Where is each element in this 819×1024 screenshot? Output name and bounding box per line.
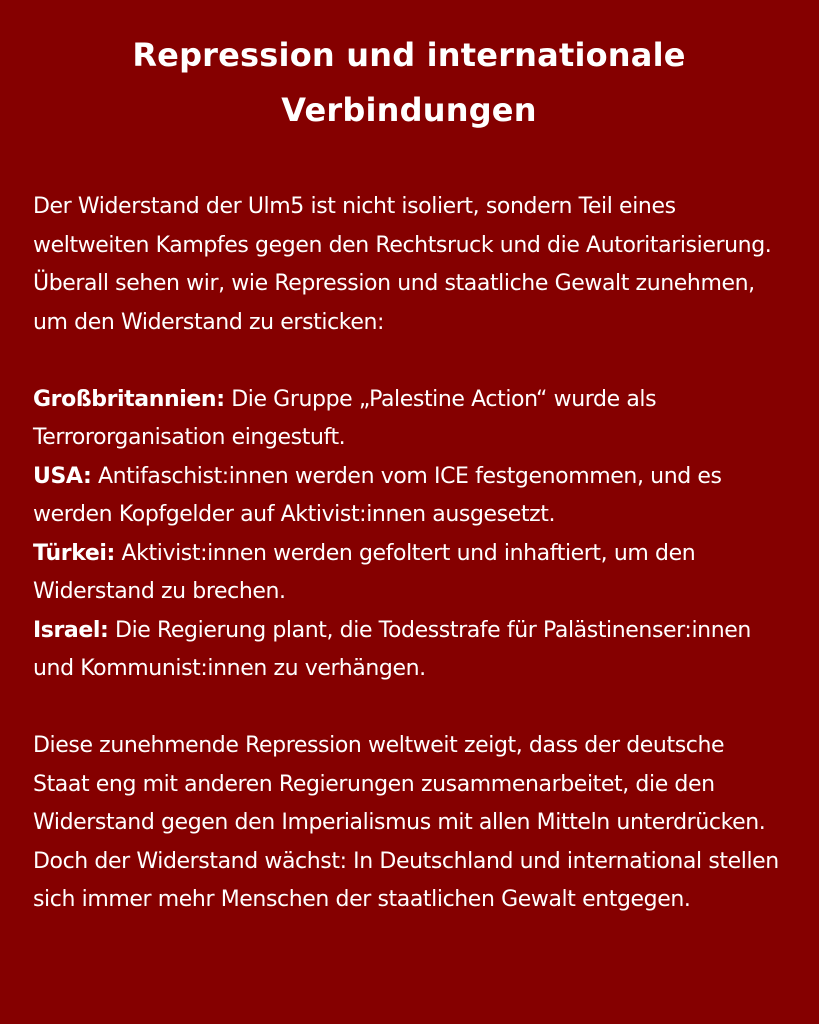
country-text: Die Regierung plant, die Todesstrafe für Palästinenser:innen und Kommunist:innen zu verhängen. <box>33 617 751 681</box>
country-text: Antifaschist:innen werden vom ICE festgenommen, und es werden Kopfgelder auf Aktivist:innen ausgesetzt. <box>33 463 722 527</box>
paragraph-spacer <box>33 342 785 381</box>
page-title <box>33 28 785 138</box>
page-title-line-1: Repression und internationale <box>132 36 686 74</box>
country-name: USA: <box>33 463 92 489</box>
intro-paragraph: Der Widerstand der Ulm5 ist nicht isoliert, sondern Teil eines weltweiten Kampfes gegen den Rechtsruck und die Autoritarisierung. Überall sehen wir, wie Repression und staatliche Gewalt zunehmen, um den Widerstand zu ersticken: <box>33 194 772 335</box>
country-text: Die Gruppe „Palestine Action“ wurde als Terrororganisation eingestuft. <box>33 386 657 450</box>
country-text: Aktivist:innen werden gefoltert und inhaftiert, um den Widerstand zu brechen. <box>33 540 696 604</box>
country-name: Türkei: <box>33 540 115 566</box>
country-name: Großbritannien: <box>33 386 225 412</box>
country-item-tuerkei <box>33 535 785 612</box>
country-list <box>33 381 785 689</box>
country-name: Israel: <box>33 617 109 643</box>
article-body <box>33 188 785 920</box>
paragraph-spacer <box>33 689 785 728</box>
country-item-israel <box>33 612 785 689</box>
country-item-grossbritannien <box>33 381 785 458</box>
page-title-line-2: Verbindungen <box>281 91 537 129</box>
country-item-usa <box>33 458 785 535</box>
conclusion-paragraph: Diese zunehmende Repression weltweit zeigt, dass der deutsche Staat eng mit anderen Regierungen zusammenarbeitet, die den Widerstand gegen den Imperialismus mit allen Mitteln unterdrücken. Doch der Widerstand wächst: In Deutschland und international stellen sich immer mehr Menschen der staatlichen Gewalt entgegen. <box>33 733 779 912</box>
